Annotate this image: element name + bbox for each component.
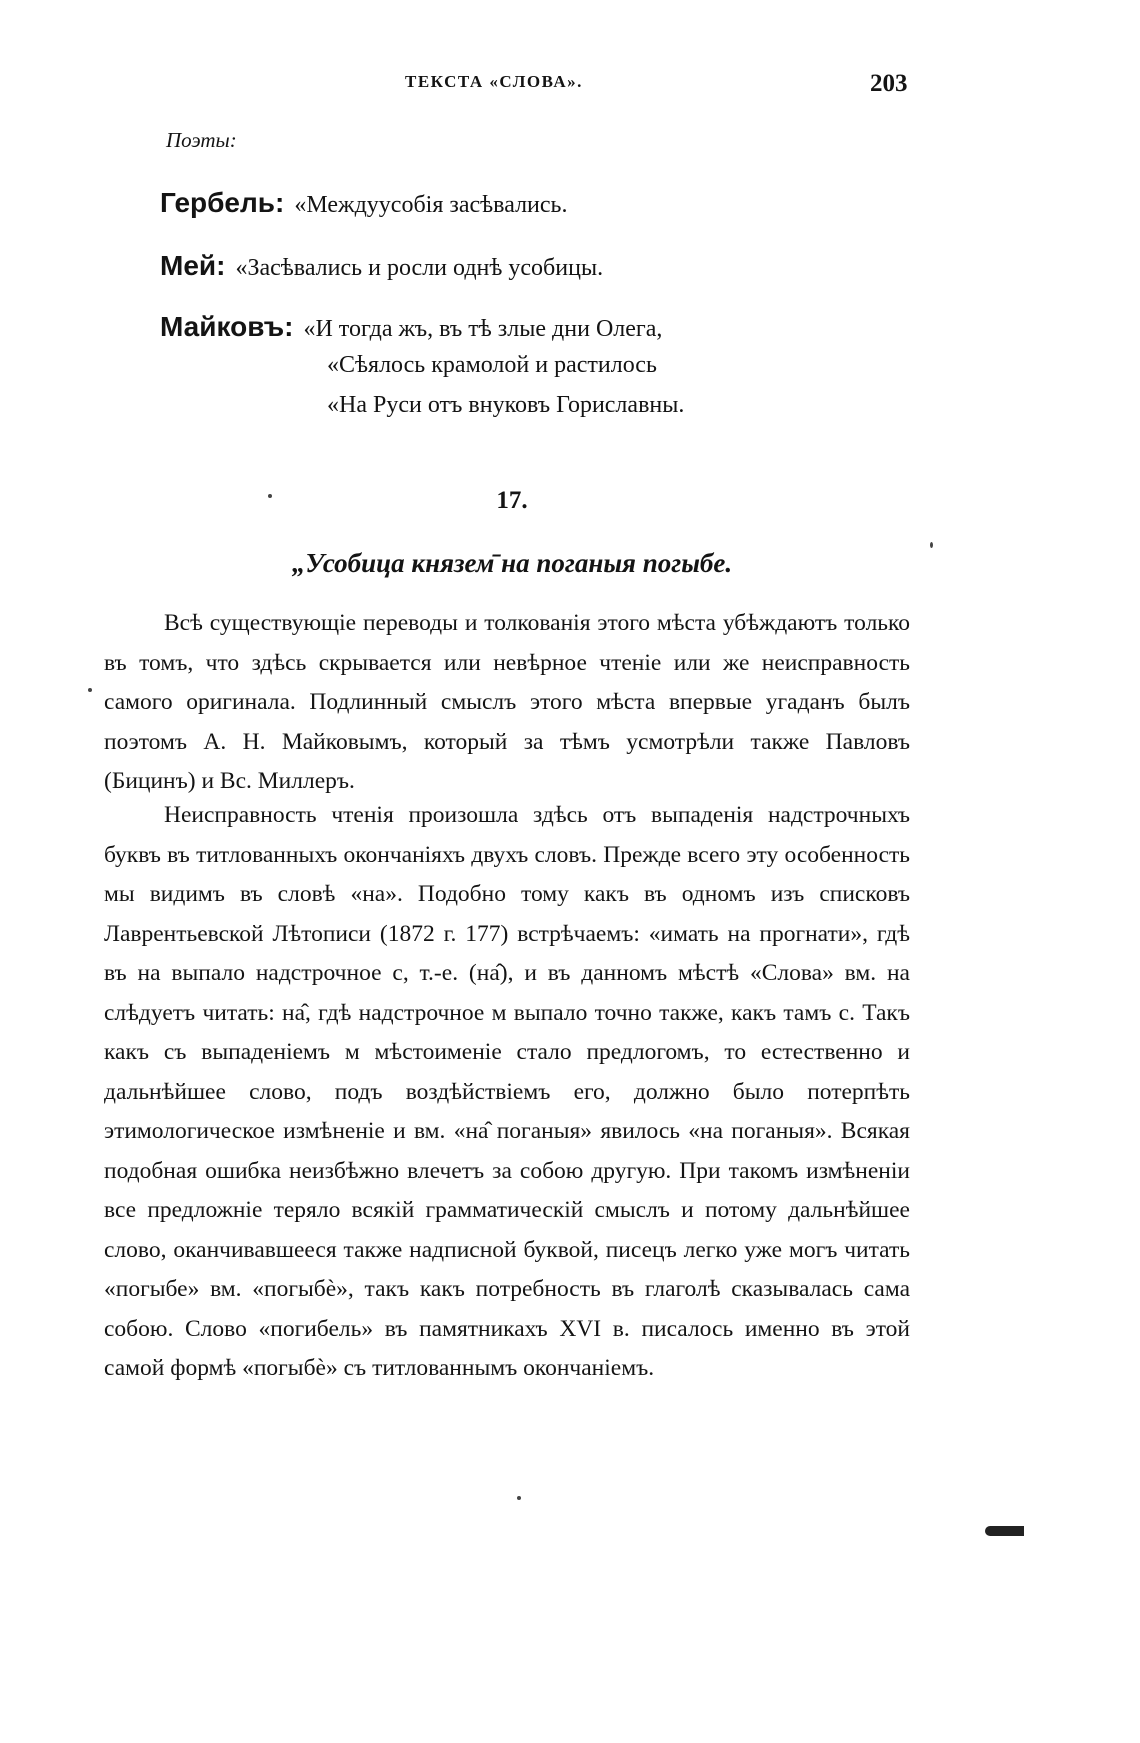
poet-quote-line: «На Руси отъ внуковъ Гориславны. — [327, 392, 685, 418]
poet-name: Мей: — [160, 250, 226, 281]
print-speck — [88, 688, 92, 692]
section-heading: „Усобица князем̄ на поганыя погыбе. — [291, 548, 733, 578]
poet-quote-line: «Засѣвались и росли однѣ усобицы. — [235, 255, 604, 281]
poet-quote-line: «Сѣялось крамолой и растилось — [327, 352, 657, 378]
poet-entry-maikov — [160, 311, 662, 343]
poet-name: Гербель: — [160, 187, 285, 218]
poet-entry-gerbel — [160, 187, 567, 219]
poet-quote-line: «Междуусобія засѣвались. — [294, 192, 568, 218]
running-title: ТЕКСТА «СЛОВА». — [405, 72, 583, 91]
poet-name: Майковъ: — [160, 311, 294, 342]
scan-edge-mark — [985, 1526, 1024, 1536]
print-speck — [517, 1496, 521, 1500]
poet-quote-line: «И тогда жъ, въ тѣ злые дни Олега, — [303, 316, 663, 342]
section-number: 17. — [496, 487, 528, 514]
poets-label: Поэты: — [166, 128, 237, 152]
body-paragraph: Всѣ существующіе переводы и толкованія этого мѣста убѣждаютъ только въ томъ, что здѣсь скрывается или невѣрное чтеніе или же неисправность самого оригинала. Подлинный смыслъ этого мѣста впервые угаданъ былъ поэтомъ А. Н. Майковымъ, который за тѣмъ усмотрѣли также Павловъ (Бицинъ) и Вс. Миллеръ. — [104, 610, 910, 794]
page-number: 203 — [870, 70, 908, 97]
poet-entry-mei — [160, 250, 603, 282]
print-speck — [268, 494, 272, 498]
body-paragraph: Неисправность чтенія произошла здѣсь отъ выпаденія надстрочныхъ буквъ въ титлованныхъ окончаніяхъ двухъ словъ. Прежде всего эту особенность мы видимъ въ словѣ «на». Подобно тому какъ въ одномъ изъ списковъ Лаврентьевской Лѣтописи (1872 г. 177) встрѣчаемъ: «имать на прогнати», гдѣ въ на выпало надстрочное с, т.-е. (на̂), и въ данномъ мѣстѣ «Слова» вм. на слѣдуетъ читать: на̂, гдѣ надстрочное м выпало точно также, какъ тамъ с. Такъ какъ съ выпаденіемъ м мѣстоименіе стало предлогомъ, то естественно и дальнѣйшее слово, подъ воздѣйствіемъ его, должно было потерпѣть этимологическое измѣненіе и вм. «на̂ поганыя» явилось «на поганыя». Всякая подобная ошибка неизбѣжно влечетъ за собою другую. При такомъ измѣненіи все предложніе теряло всякій грамматическій смыслъ и потому дальнѣйшее слово, оканчивавшееся также надписной буквой, писецъ легко уже могъ читать «погыбе» вм. «погыбѐ», такъ какъ потребность въ глаголѣ сказывалась сама собою. Слово «погибель» въ памятникахъ XVI в. писалось именно въ этой самой формѣ «погыбѐ» съ титлованнымъ окончаніемъ. — [104, 802, 910, 1381]
print-speck — [930, 542, 933, 548]
